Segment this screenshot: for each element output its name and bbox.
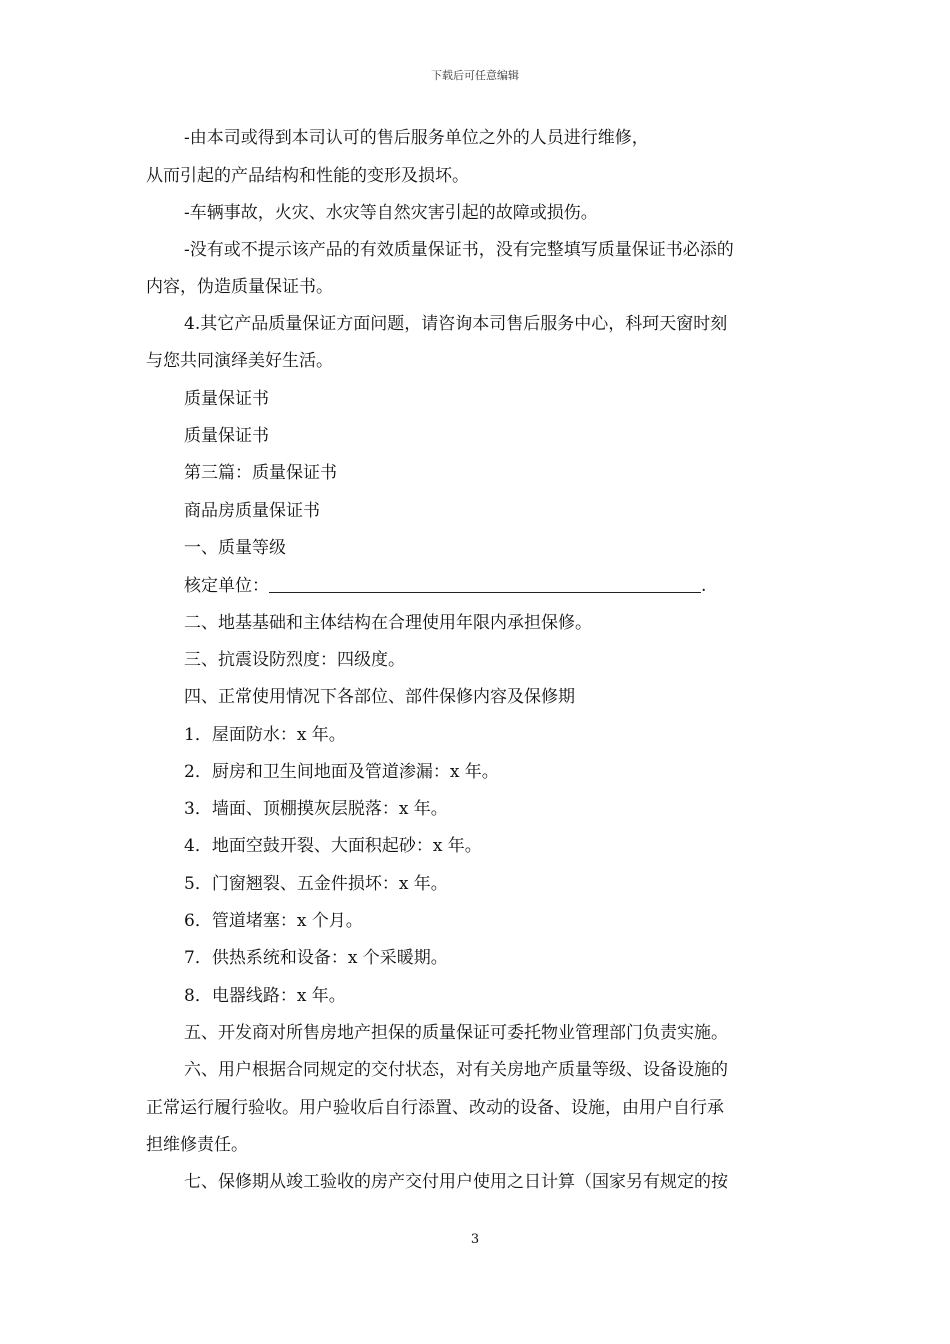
paragraph-line: -由本司或得到本司认可的售后服务单位之外的人员进行维修， <box>184 128 649 148</box>
paragraph-line: 五、开发商对所售房地产担保的质量保证可委托物业管理部门负责实施。 <box>184 1023 728 1043</box>
document-title: 商品房质量保证书 <box>184 501 320 521</box>
paragraph-line: -没有或不提示该产品的有效质量保证书，没有完整填写质量保证书必添的 <box>184 240 734 260</box>
paragraph-line: 六、用户根据合同规定的交付状态，对有关房地产质量等级、设备设施的 <box>184 1060 728 1080</box>
blank-fill-line <box>269 575 701 593</box>
approval-unit-line <box>184 575 854 596</box>
paragraph-line: 4.其它产品质量保证方面问题，请咨询本司售后服务中心，科珂天窗时刻 <box>184 314 728 334</box>
paragraph-line: 正常运行履行验收。用户验收后自行添置、改动的设备、设施，由用户自行承 <box>146 1098 724 1118</box>
paragraph-line: 从而引起的产品结构和性能的变形及损坏。 <box>146 166 469 186</box>
heading-line: 质量保证书 <box>184 389 269 409</box>
paragraph-line: 二、地基基础和主体结构在合理使用年限内承担保修。 <box>184 613 592 633</box>
list-item: 7．供热系统和设备：x 个采暖期。 <box>184 948 448 968</box>
paragraph-line: 与您共同演绎美好生活。 <box>146 351 333 371</box>
paragraph-line: 担维修责任。 <box>146 1135 248 1155</box>
period-mark: . <box>701 576 707 596</box>
heading-line: 第三篇：质量保证书 <box>184 463 337 483</box>
heading-line: 质量保证书 <box>184 426 269 446</box>
paragraph-line: -车辆事故，火灾、水灾等自然灾害引起的故障或损伤。 <box>184 203 598 223</box>
section-heading: 一、质量等级 <box>184 538 286 558</box>
list-item: 4．地面空鼓开裂、大面积起砂：x 年。 <box>184 836 482 856</box>
list-item: 1．屋面防水：x 年。 <box>184 725 346 745</box>
page-header: 下载后可任意编辑 <box>431 69 519 82</box>
paragraph-line: 四、正常使用情况下各部位、部件保修内容及保修期 <box>184 687 575 707</box>
paragraph-line: 内容，伪造质量保证书。 <box>146 277 333 297</box>
list-item: 6．管道堵塞：x 个月。 <box>184 911 363 931</box>
list-item: 2．厨房和卫生间地面及管道渗漏：x 年。 <box>184 762 499 782</box>
paragraph-line: 七、保修期从竣工验收的房产交付用户使用之日计算（国家另有规定的按 <box>184 1172 728 1192</box>
list-item: 5．门窗翘裂、五金件损坏：x 年。 <box>184 874 448 894</box>
list-item: 8．电器线路：x 年。 <box>184 986 346 1006</box>
page-number: 3 <box>470 1232 480 1247</box>
approval-unit-label: 核定单位： <box>184 576 269 596</box>
paragraph-line: 三、抗震设防烈度：四级度。 <box>184 650 405 670</box>
list-item: 3．墙面、顶棚摸灰层脱落：x 年。 <box>184 799 448 819</box>
